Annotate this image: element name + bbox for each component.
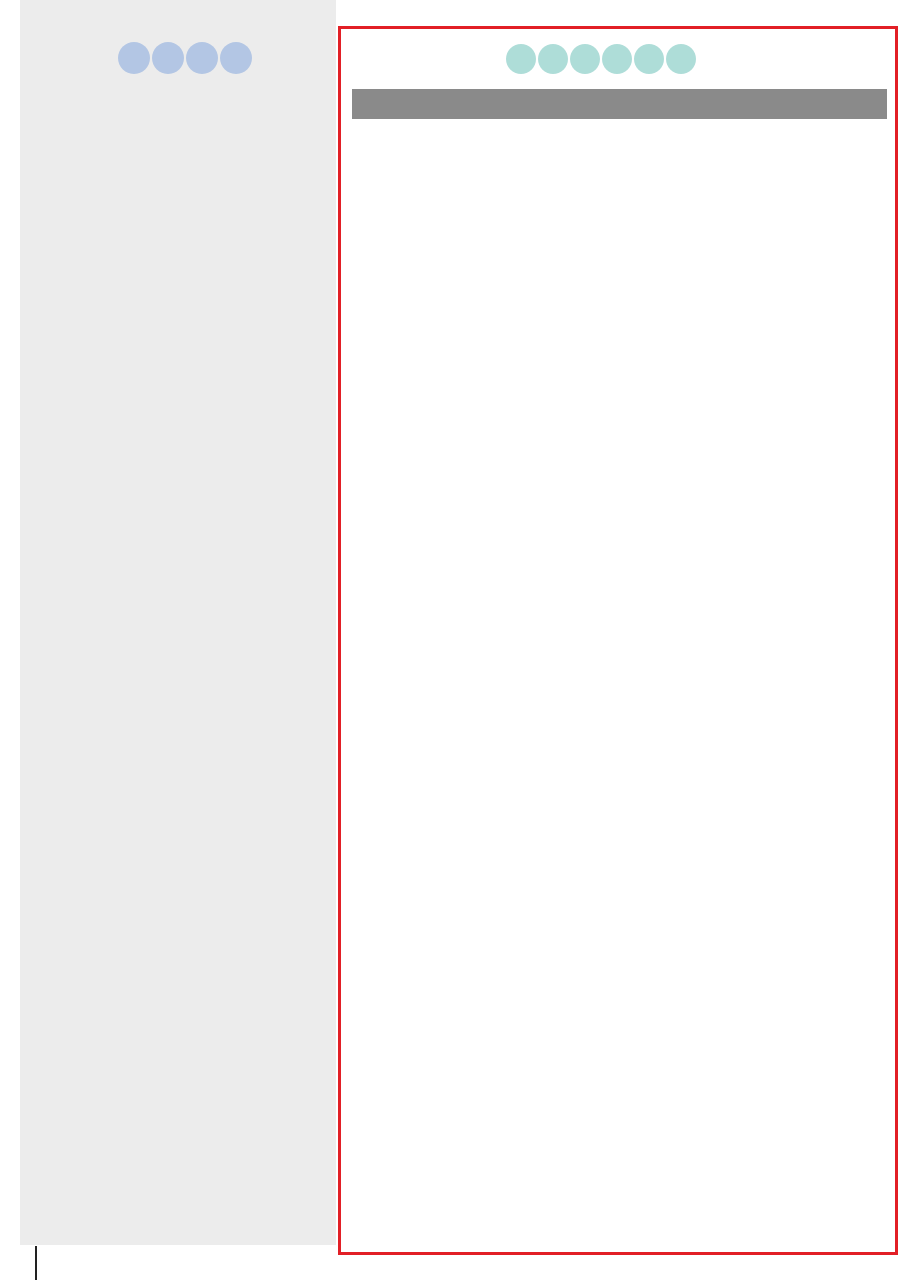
obituary-column — [20, 0, 336, 1245]
okuyami-title — [118, 42, 252, 74]
title-char — [602, 44, 632, 74]
obituary-notes — [32, 1179, 332, 1185]
title-char — [152, 42, 184, 74]
consultation-frame — [338, 26, 898, 1255]
footer-divider — [35, 1246, 37, 1280]
title-char — [186, 42, 218, 74]
consultation-table-header — [352, 89, 887, 119]
title-char — [538, 44, 568, 74]
title-char — [118, 42, 150, 74]
title-char — [506, 44, 536, 74]
soudan-title — [506, 44, 696, 74]
title-char — [220, 42, 252, 74]
title-char — [666, 44, 696, 74]
title-char — [634, 44, 664, 74]
title-char — [570, 44, 600, 74]
page-footer — [0, 1245, 909, 1283]
